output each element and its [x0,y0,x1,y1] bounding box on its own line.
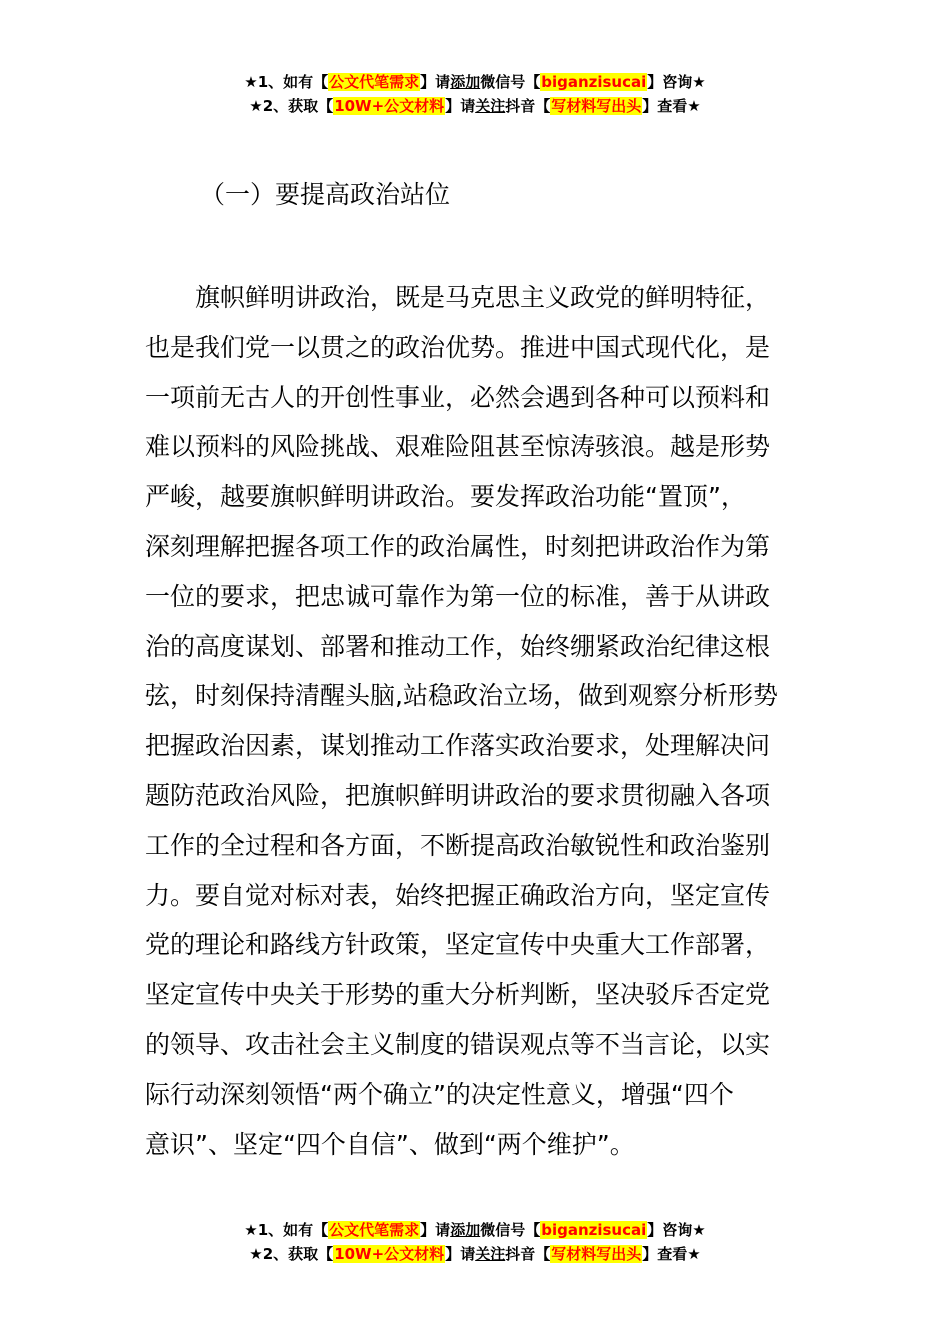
paragraph-line: 力。要自觉对标对表，始终把握正确政治方向，坚定宣传 [145,880,771,910]
banner-highlight: biganzisucai [541,73,647,91]
banner-highlight: 10W+公文材料 [334,97,445,115]
banner-underline: 添加 [450,1221,481,1239]
banner-text: 微信号【 [480,1221,541,1239]
banner-highlight: 公文代笔需求 [329,73,420,91]
paragraph-line: 也是我们党一以贯之的政治优势。推进中国式现代化，是 [145,332,771,362]
paragraph-line: 党的理论和路线方针政策，坚定宣传中央重大工作部署， [145,930,771,960]
paragraph-line: 严峻，越要旗帜鲜明讲政治。要发挥政治功能“置顶”， [145,482,746,512]
paragraph-line: 把握政治因素，谋划推动工作落实政治要求，处理解决问 [145,731,771,761]
paragraph-line: 治的高度谋划、部署和推动工作，始终绷紧政治纪律这根 [145,631,771,661]
paragraph-line: 题防范政治风险，把旗帜鲜明讲政治的要求贯彻融入各项 [145,780,771,810]
banner-line-1 [0,1218,950,1242]
banner-text: 】咨询★ [647,73,706,91]
paragraph-line: 坚定宣传中央关于形势的重大分析判断，坚决驳斥否定党 [145,980,771,1010]
banner-text: 微信号【 [480,73,541,91]
banner-text: ★1、如有【 [244,73,329,91]
banner-text: 】请 [420,1221,451,1239]
banner-text: 】请 [420,73,451,91]
banner-line-1 [0,70,950,94]
banner-highlight: 公文代笔需求 [329,1221,420,1239]
banner-text: 】查看★ [642,97,701,115]
section-heading: （一）要提高政治站位 [200,180,451,209]
paragraph-line: 旗帜鲜明讲政治，既是马克思主义政党的鲜明特征， [145,283,771,312]
paragraph-line: 际行动深刻领悟“两个确立”的决定性意义，增强“四个 [145,1079,734,1109]
banner-highlight: 10W+公文材料 [334,1245,445,1263]
paragraph-line: 工作的全过程和各方面，不断提高政治敏锐性和政治鉴别 [145,830,771,860]
bottom-banner [0,1218,950,1266]
banner-text: ★2、获取【 [249,1245,334,1263]
banner-underline: 关注 [475,97,506,115]
banner-text: 抖音【 [505,97,551,115]
banner-highlight: biganzisucai [541,1221,647,1239]
paragraph-line: 的领导、攻击社会主义制度的错误观点等不当言论，以实 [145,1029,771,1059]
banner-text: ★1、如有【 [244,1221,329,1239]
banner-text: 抖音【 [505,1245,551,1263]
banner-text: 】查看★ [642,1245,701,1263]
banner-line-2 [0,94,950,118]
paragraph-line: 一项前无古人的开创性事业，必然会遇到各种可以预料和 [145,382,771,412]
banner-text: 】咨询★ [647,1221,706,1239]
banner-text: 】请 [445,1245,476,1263]
banner-highlight: 写材料写出头 [551,97,642,115]
banner-text: ★2、获取【 [249,97,334,115]
banner-underline: 关注 [475,1245,506,1263]
banner-highlight: 写材料写出头 [551,1245,642,1263]
body-paragraph [145,273,810,1169]
paragraph-line: 弦，时刻保持清醒头脑,站稳政治立场，做到观察分析形势 [145,681,778,711]
top-banner [0,70,950,118]
paragraph-line: 深刻理解把握各项工作的政治属性，时刻把讲政治作为第 [145,531,771,561]
paragraph-line: 意识”、坚定“四个自信”、做到“两个维护”。 [145,1129,635,1159]
banner-underline: 添加 [450,73,481,91]
banner-line-2 [0,1242,950,1266]
paragraph-line: 难以预料的风险挑战、艰难险阻甚至惊涛骇浪。越是形势 [145,432,771,462]
paragraph-line: 一位的要求，把忠诚可靠作为第一位的标准，善于从讲政 [145,581,771,611]
banner-text: 】请 [445,97,476,115]
